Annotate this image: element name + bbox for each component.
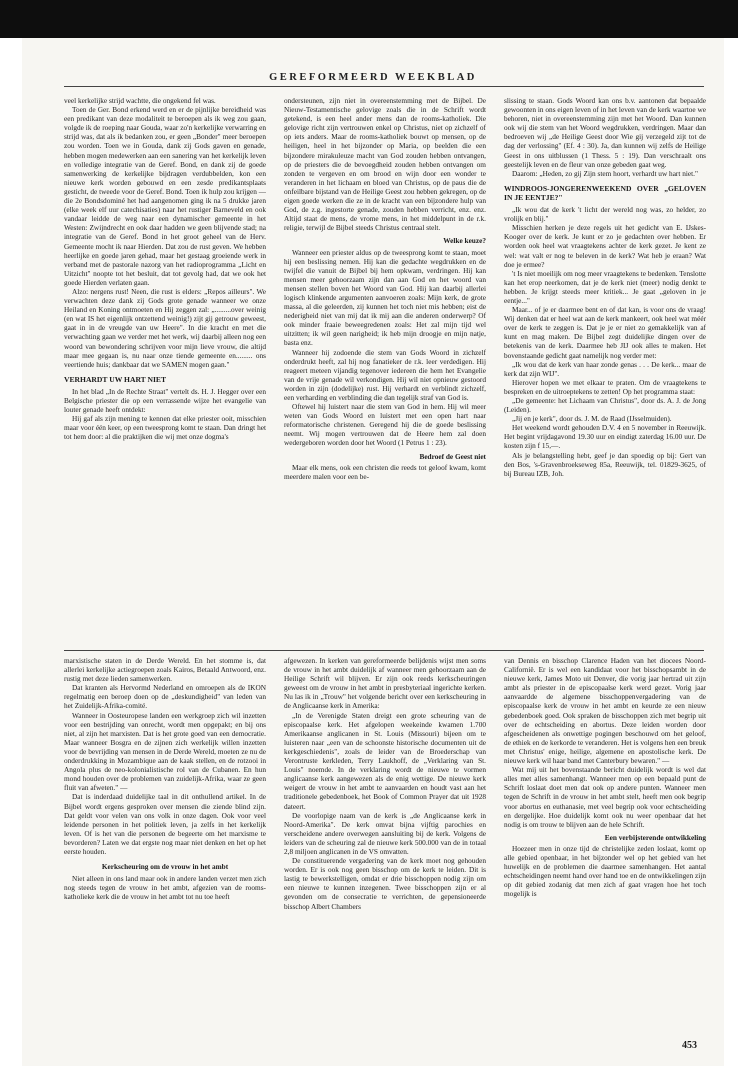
paragraph: afgewezen. In kerken van gereformeerde belijdenis wijst men soms de vrouw in het ambt duidelijk af wanneer men gehoorzaam aan de Heilige Schrift wil blijven. Er zijn ook reeds kerkscheuringen geweest om de vrouw in het ambt in presbyteriaal ingerichte kerken. Nu las ik in „Trouw" het volgende bericht over een kerkscheuring in de Anglicaanse kerk in Amerika:: [284, 656, 486, 711]
magazine-page: [22, 38, 724, 1066]
lower-column-3: [504, 656, 706, 1036]
upper-column-2: [284, 96, 486, 646]
paragraph: Niet alleen in ons land maar ook in andere landen verzet men zich nog steeds tegen de vrouw in het ambt, afgezien van de rooms-katholieke kerk die de vrouw in het ambt tot nu toe heeft: [64, 874, 266, 902]
paragraph: Hij gaf als zijn mening te kennen dat elke priester ooit, misschien maar voor één keer, op een tweesprong komt te staan. Dan dringt het tot hem door: al die praktijken die wij met onze dogma's: [64, 414, 266, 442]
paragraph: Daarom: „Heden, zo gij Zijn stem hoort, verhardt uw hart niet.": [512, 168, 698, 178]
paragraph: veel kerkelijke strijd wachtte, die ongekend fel was.: [64, 96, 216, 105]
paragraph: Alzo: nergens rust! Neen, die rust is elders: „Repos ailleurs". We verwachten deze dank zij Gods grote genade wanneer we onze Heiland en Koning ontmoeten en Hij zeggen zal: „.........over weinig (en wat IS het eigenlijk ontzettend weinig!) zijt gij getrouw geweest, gaat in in de vreugde van uw Heere". In die kracht en met die verwachting gaan we verder met het werk, wij daarbij alleen nog een woord van bewondering schrijven voor mijn lieve vrouw, die altijd maar mee gegaan is, nu naar onze tiende gemeente en......... ons veertiende huis; dankbaar dat we SAMEN mogen gaan.": [64, 286, 266, 369]
page-header-title: GEREFORMEERD WEEKBLAD: [269, 72, 477, 83]
upper-column-1: [64, 96, 266, 646]
paragraph: De constituerende vergadering van de kerk moet nog gehouden worden. Er is ook nog geen bisschop om de kerk te leiden. Dit is lastig te bewerkstelligen, omdat er drie bisschoppen nodig zijn om een nieuwe te kunnen inzegenen. Twee bisschoppen zijn er al gevonden om de consecratie te verrichten, de gepensioneerde bisschop Albert Chambers: [284, 856, 486, 911]
paragraph: Toen de Ger. Bond erkend werd en er de pijnlijke bereidheid was een predikant van deze modaliteit te beroepen als ik weg zou gaan, volgde ik de roeping naar Gouda, waar zo'n kerkelijke verwarring en strijd was, dat als ik bedanken zou, er geen „Bonder" meer beroepen zou worden. Toen we in Gouda, dank zij Gods gaven en genade, hebben mogen medewerken aan een sanering van het kerkelijk leven en volledige integratie van de Geref. Bond, en dank zij de goede samenwerking de kerkelijke bijdragen verdubbelden, kon een nieuwe kerk worden gebouwd en een zesde predikantsplaats gesticht, de tweede voor de Geref. Bond. Toen ik hulp zou krijgen — die 2e Bondsdominé het had aangenomen ging ik na 5 drukke jaren (elke week elf uur catechisaties) naar het rustiger Barneveld en ook vandaar leidde de weg naar een dynamischer gemeente in het Westen: Zwijndrecht en ook daar hadden we geen blijvende stad; na integratie van de Geref. Bond in het groot geheel van de Herv. Gemeente mocht ik naar Hierden. Dat zou de rust geven. We hebben heerlijke en goede jaren gehad, maar het gestaag groeiende werk in verband met de pastorale nazorg van het radioprogramma „Licht en Uitzicht" noopte tot het besluit, dat tot gevolg had, dat we ook het goede Hierden verlaten gaan.: [64, 105, 266, 287]
paragraph: Wat mij uit het bovenstaande bericht duidelijk wordt is wel dat alles met alles samenhangt. Wanneer men op een bepaald punt de Schrift loslaat doet men dat ook op andere punten. Wanneer men tegen de Schrift in de vrouw in het ambt stelt, heeft men ook begrip voor abortus en euthanasie, met veel begrip ook voor echtscheiding en dergelijke. Hoe duidelijk komt ook nu weer openbaar dat het nodig is om trouw te blijven aan de hele Schrift.: [504, 765, 706, 829]
paragraph: In het blad „In de Rechte Straat" vertelt ds. H. J. Hegger over een Belgische priester die op een verrassende wijze het evangelie van louter genade heeft ontdekt:: [64, 386, 266, 415]
paragraph: Dat is inderdaad duidelijke taal in dit onthullend artikel. In de Bijbel wordt ergens gesproken over mensen die ziende blind zijn. Dat geldt voor velen van ons volk in onze dagen. Ook voor veel leidende personen in het politiek leven, ja zelfs in het kerkelijk leven. Of is het van die personen de begeerte om het marxisme te bevorderen? Laten we dat ergste nog maar niet denken en het op het eerste houden.: [64, 792, 266, 856]
paragraph: „In de Verenigde Staten dreigt een grote scheuring van de episcopaalse kerk. Het afgelopen weekeinde kwamen 1.700 Amerikaanse anglicanen in St. Louis (Missouri) bijeen om te luisteren naar „een van de schoonste historische documenten uit de kerkgeschiedenis", zoals de leider van de Broederschap van Verontruste kerkleden, Terry Laukhoff, de „Verklaring van St. Louis" noemde. In de verklaring wordt de nieuwe te vormen anglicaanse kerk aangewezen als de enig wettige. De nieuwe kerk weigert de vrouw in het ambt te aanvaarden en houdt vast aan het traditionele gebedenboek, het Book of Common Prayer dat uit 1928 dateert.: [284, 710, 486, 811]
section-heading: WINDROOS-JONGERENWEEKEND OVER „GELOVEN IN JE EENTJE?": [504, 183, 706, 202]
header-rule: [64, 86, 704, 87]
subheading: Een verbijsterende ontwikkeling: [604, 832, 706, 842]
paragraph: Wanneer hij zodoende die stem van Gods Woord in zichzelf onderdrukt heeft, zal hij nog fanatieker de r.k. leer verdedigen. Hij reageert meteen vijandig tegenover iedereen die hem het Evangelie van de vrije genade wil verkondigen. Hij wil niet opnieuw gestoord worden in zijn (dodelijke) rust. Hij verhardt en verblindt zichzelf, een verharding en verblinding die dan tegelijk straf van God is.: [284, 347, 486, 402]
paragraph: marxistische staten in de Derde Wereld. En het stomme is, dat allerlei kerkelijke actiegroepen zoals Kairos, Betaald Antwoord, enz. rustig met deze lieden samenwerken.: [64, 656, 266, 684]
paragraph: „De gemeente: het Lichaam van Christus", door ds. A. J. de Jong (Leiden).: [504, 396, 706, 415]
paragraph: Wanneer een priester aldus op de tweesprong komt te staan, moet hij een beslissing nemen. Hij kan die gedachte wegdrukken en de twijfel die vanuit de Bijbel bij hem opkwam, verdringen. Hij kan mensen meer gehoorzaam zijn dan aan God en het woord van mensen stellen boven het Woord van God. Hij kan daarbij allerlei logisch klinkende argumenten aanvoeren zoals: Mijn kerk, de grote massa, al die geleerden, zij kunnen het toch niet mis hebben; eist de nederigheid niet van mij dat ik mij aan die anderen onderwerp? Of ook minder fraaie beweegredenen zoals: Het zal mijn tijd wel uitzitten; ik wil geen narigheid; ik heb mijn droogje en mijn natje, basta enz.: [284, 247, 486, 348]
page-number: 453: [682, 1040, 697, 1051]
paragraph: Als je belangstelling hebt, geef je dan spoedig op bij: Gert van den Bos, 's-Gravenbroekseweg 85a, Reeuwijk, tel. 01829-3625, of bij Bureau IZB, Joh.: [504, 450, 706, 478]
paragraph: Wanneer in Oosteuropese landen een werkgroep zich wil inzetten voor een bestrijding van onrecht, wordt men opgepakt; en bij ons niet, al zijn het marxisten. Dat is het grote goed van een democratie. Maar wanneer Bosgra en de zijnen zich werkelijk willen inzetten voor de bevrijding van mensen in de Derde Wereld, moeten ze nu de onderdrukking in Mozambique aan de kaak stellen, en de rotzooi in Angola plus de neo-kolonialistische rol van de Cubanen. En hun mond houden over de problemen van zuidelijk-Afrika, waar ze geen fluit van afweten." —: [64, 710, 266, 793]
lower-column-2: [284, 656, 486, 1036]
paragraph: Maar elk mens, ook een christen die reeds tot geloof kwam, komt meerdere malen voor een be-: [284, 462, 486, 481]
paragraph: De voorlopige naam van de kerk is „de Anglicaanse kerk in Noord-Amerika". De kerk omvat bijna vijftig parochies en verscheidene andere overwegen aansluiting bij de kerk. Volgens de leiders van de scheuring zal de nieuwe kerk 500.000 van de in totaal 2,8 miljoen anglicanen in de VS omvatten.: [284, 810, 486, 856]
paragraph: slissing te staan. Gods Woord kan ons b.v. aantonen dat bepaalde gewoonten in ons eigen leven of in het leven van de kerk waartoe we behoren, niet in overeenstemming zijn met het Woord. Dan kunnen ook wij die stem van het Woord wegdrukken, verdringen. Maar dan bedroeven wij „de Heilige Geest door Wie gij verzegeld zijt tot de dag der verlossing" (Ef. 4 : 30). Ja, dan kunnen wij zelfs de Heilige Geest in ons uitblussen (1 Thess. 5 : 19). Dan verschraalt ons geestelijk leven en de fleur van onze gebeden gaat weg.: [504, 96, 706, 169]
paragraph: Maar... of je er daarmee bent en of dat kan, is voor ons de vraag! Wij denken dat er heel wat aan de kerk mankeert, ook heel wat méér over de kerk te zeggen is. Dat je je er niet zo gemakkelijk van af kunt en mag maken. De Bijbel zegt duidelijke dingen over de betekenis van de kerk. Daarmee heb JIJ ook alles te maken. Het bovenstaande gedicht gaat namelijk nog verder met:: [504, 305, 706, 360]
lower-column-1: [64, 656, 266, 1036]
paragraph: Hierover hopen we met elkaar te praten. Om de vraagtekens te bespreken en de uitroeptekens te zetten! Op het programma staat:: [504, 377, 706, 396]
paragraph: Het weekend wordt gehouden D.V. 4 en 5 november in Reeuwijk. Het begint vrijdagavond 19.30 uur en eindigt zaterdag 16.00 uur. De kosten zijn f 15,—.: [504, 423, 706, 451]
paragraph: „Ik wou dat de kerk van haar zonde genas . . . De kerk... maar de kerk dat zijn WIJ".: [504, 359, 706, 378]
paragraph: „Jij en je kerk", door ds. J. M. de Raad (IJsselmuiden).: [512, 414, 672, 424]
top-black-border: [0, 0, 738, 38]
paragraph: Oftewel hij luistert naar die stem van God in hem. Hij wil meer weten van Gods Woord en luistert met een open hart naar reformatorische christenen. Geregend hij die de goede beslissing neemt. Wij mogen vertrouwen dat de Heere hem zal doen wedergeboren worden door het Woord (1 Petrus 1 : 23).: [284, 402, 486, 448]
subheading: Welke keuze?: [443, 236, 486, 246]
paragraph: van Dennis en bisschop Clarence Haden van het diocees Noord-Californië. Er is wel een kandidaat voor het bisschopsambt in de nieuwe kerk, James Moto uit Denver, die vorig jaar hertrad uit zijn ambt als priester in de episcopaalse kerk werd gezet. Vorig jaar aanvaardde de algemene bisschoppenvergadering van de episcopaalse kerk de vrouw in het ambt en keurde ze een nieuw gebedenboek goed. Ook spraken de bisschoppen zich met begrip uit over de echtscheiding en abortus. Deze leiden worden door afgescheidenen als onwettige pogingen beschouwd om het geloof, de ethiek en de kerkorde te veranderen. Het is volgens hen een breuk met Christus' enige, heilige, algemene en apostolische kerk. De nieuwe kerk wil haar band met Canterbury bewaren." —: [504, 656, 706, 766]
paragraph: „Ik wou dat de kerk 't licht der wereld nog was, zo helder, zo vrolijk en blij.": [504, 205, 706, 224]
section-divider: [64, 650, 704, 651]
paragraph: Hoezeer men in onze tijd de christelijke zeden loslaat, komt op alle gebied openbaar, in het bijzonder wel op het gebied van het huwelijk en de problemen die daarmee samenhangen. Het aantal echtscheidingen neemt hand over hand toe en de ontwikkelingen zijn op dit gebied zodanig dat men zich af gaat vragen hoe het toch mogelijk is: [504, 843, 706, 899]
subheading: Bedroef de Geest niet: [419, 451, 486, 461]
paragraph: Dat kranten als Hervormd Nederland en omroepen als de IKON regelmatig een beroep doen op de „deskundigheid" van leden van het Zuidelijk-Afrika-comité.: [64, 683, 266, 711]
paragraph: ondersteunen, zijn niet in overeenstemming met de Bijbel. De Nieuw-Testamentische gelovige zoals die in de Schrift wordt getekend, is een heel ander mens dan de rooms-katholiek. Die gelovige richt zijn vertrouwen enkel op Christus, niet op zichzelf of op iets anders. Maar de rooms-katholiek bouwt op mensen, op de heiligen, heel in het bijzonder op Maria, op beelden die een bijzondere mirakuleuze macht van God zouden hebben ontvangen, op de priesters die de bevoegdheid zouden hebben ontvangen om zonden te vergeven en om brood en wijn door een wonder te veranderen in het lichaam en bloed van Christus, op de paus die de onfeilbare bijstand van de Heilige Geest zou hebben gekregen, op de eigen goede werken die ze in de kracht van een bijzondere hulp van God, de z.g. ingestorte genade, zouden hebben verricht, enz. enz. Altijd staat de mens, de vrome mens, in het middelpunt in de r.k. religie, terwijl de Bijbel steeds Christus centraal stelt.: [284, 96, 486, 233]
subheading: Kerkscheuring om de vrouw in het ambt: [101, 862, 229, 872]
upper-column-3: [504, 96, 706, 646]
paragraph: Misschien herken je deze regels uit het gedicht van E. IJskes-Kooger over de kerk. Je kunt er zo je gedachten over hebben. Er worden ook heel wat vraagtekens achter de kerk gezet. Je kent ze wel: wat valt er nog te beleven in de kerk? Wat heb je eraan? Wat doe je ermee?: [504, 223, 706, 269]
section-heading: VERHARDT UW HART NIET: [64, 374, 167, 384]
paragraph: 't Is niet moeilijk om nog meer vraagtekens te bedenken. Tenslotte kan het erop neerkomen, dat je de kerk niet (meer) nodig denkt te hebben. Je krijgt steeds meer kritiek... Je gaat „geloven in je eentje...": [504, 268, 706, 305]
